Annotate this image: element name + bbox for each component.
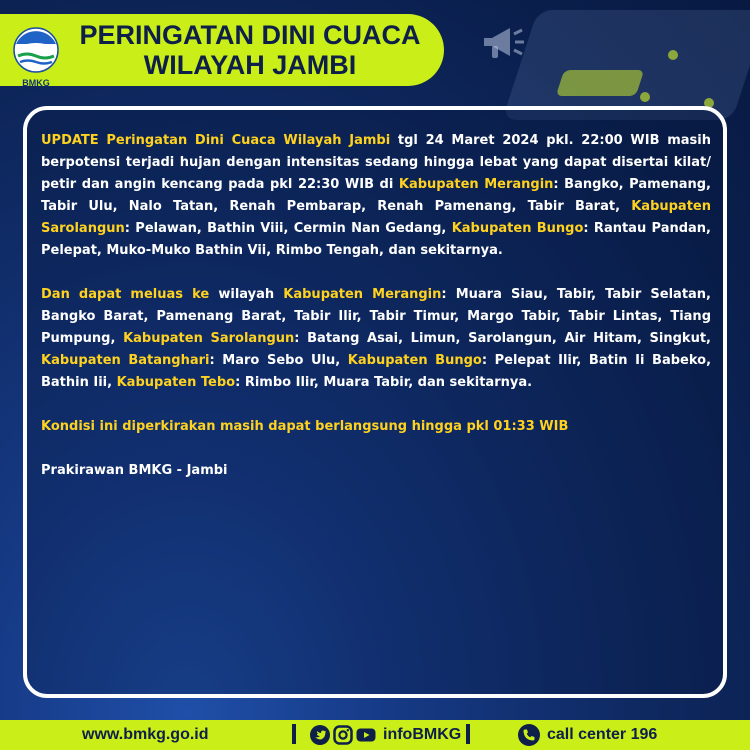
megaphone-icon [478, 18, 526, 66]
warning-body [41, 130, 711, 504]
decorative-dot [640, 92, 650, 102]
footer-bar [0, 720, 750, 750]
highlighted-text: Kondisi ini diperkirakan masih dapat berlangsung hingga pkl 01:33 WIB [41, 419, 569, 434]
footer-divider [466, 724, 470, 744]
highlighted-text: Kabupaten Batanghari [41, 353, 210, 368]
footer-divider [292, 724, 296, 744]
warning-paragraph-3 [41, 416, 711, 438]
body-text: : Rantau Pandan, Pelepat, Muko-Muko Bathin Vii, Rimbo Tengah, dan sekitarnya. [41, 221, 711, 258]
body-text: : Pelawan, Bathin Viii, Cermin Nan Gedang, [124, 221, 452, 236]
website-link[interactable]: www.bmkg.go.id [82, 726, 209, 743]
decorative-dot [668, 50, 678, 60]
highlighted-text: Kabupaten Bungo [347, 353, 482, 368]
header-banner [0, 14, 444, 86]
call-center[interactable]: call center 196 [547, 726, 658, 743]
title-line-2: WILAYAH JAMBI [143, 50, 357, 80]
body-text: : Batang Asai, Limun, Sarolangun, Air Hitam, Singkut, [294, 331, 711, 346]
warning-paragraph-2 [41, 284, 711, 394]
phone-icon [518, 724, 540, 746]
instagram-icon[interactable] [333, 725, 353, 745]
body-text: wilayah [209, 287, 284, 302]
highlighted-text: Kabupaten Bungo [451, 221, 584, 236]
bmkg-logo [12, 26, 60, 88]
warning-paragraph-1 [41, 130, 711, 262]
body-text: tgl 24 Maret 2024 pkl. 22:00 WIB masih berpotensi terjadi hujan dengan intensitas sedang hingga lebat yang dapat disertai kilat/ petir dan angin kencang pada pkl 22:30 WIB di [41, 133, 712, 192]
youtube-icon[interactable] [356, 725, 376, 745]
highlighted-text: Kabupaten Sarolangun [41, 199, 711, 236]
highlighted-text: Kabupaten Merangin [283, 287, 442, 302]
highlighted-text: Dan dapat meluas ke [41, 287, 210, 302]
body-text: : Bangko, Pamenang, Tabir Ulu, Nalo Tatan, Renah Pembarap, Renah Pamenang, Tabir Barat, [41, 177, 711, 214]
highlighted-text: Kabupaten Tebo [116, 375, 236, 390]
warning-paragraph-4 [41, 460, 711, 482]
background-glow-graphic [556, 70, 644, 96]
body-text: : Muara Siau, Tabir, Tabir Selatan, Bangko Barat, Pamenang Barat, Tabir Ilir, Tabir Timur, Margo Tabir, Tabir Lintas, Tiang Pumpung, [41, 287, 711, 346]
social-handle[interactable]: infoBMKG [383, 726, 462, 743]
twitter-icon[interactable] [310, 725, 330, 745]
logo-text: BMKG [22, 78, 50, 88]
body-text: : Pelepat Ilir, Batin Ii Babeko, Bathin Iii, [41, 353, 712, 390]
warning-card [23, 106, 727, 698]
highlighted-text: Kabupaten Sarolangun [123, 331, 295, 346]
body-text: : Maro Sebo Ulu, [209, 353, 348, 368]
title-line-1: PERINGATAN DINI CUACA [79, 20, 421, 50]
body-text: Prakirawan BMKG - Jambi [41, 463, 228, 478]
body-text: : Rimbo Ilir, Muara Tabir, dan sekitarnya. [235, 375, 533, 390]
highlighted-text: UPDATE Peringatan Dini Cuaca Wilayah Jambi [41, 133, 391, 148]
highlighted-text: Kabupaten Merangin [398, 177, 554, 192]
page-title [70, 20, 430, 80]
bmkg-emblem-icon [12, 26, 60, 76]
